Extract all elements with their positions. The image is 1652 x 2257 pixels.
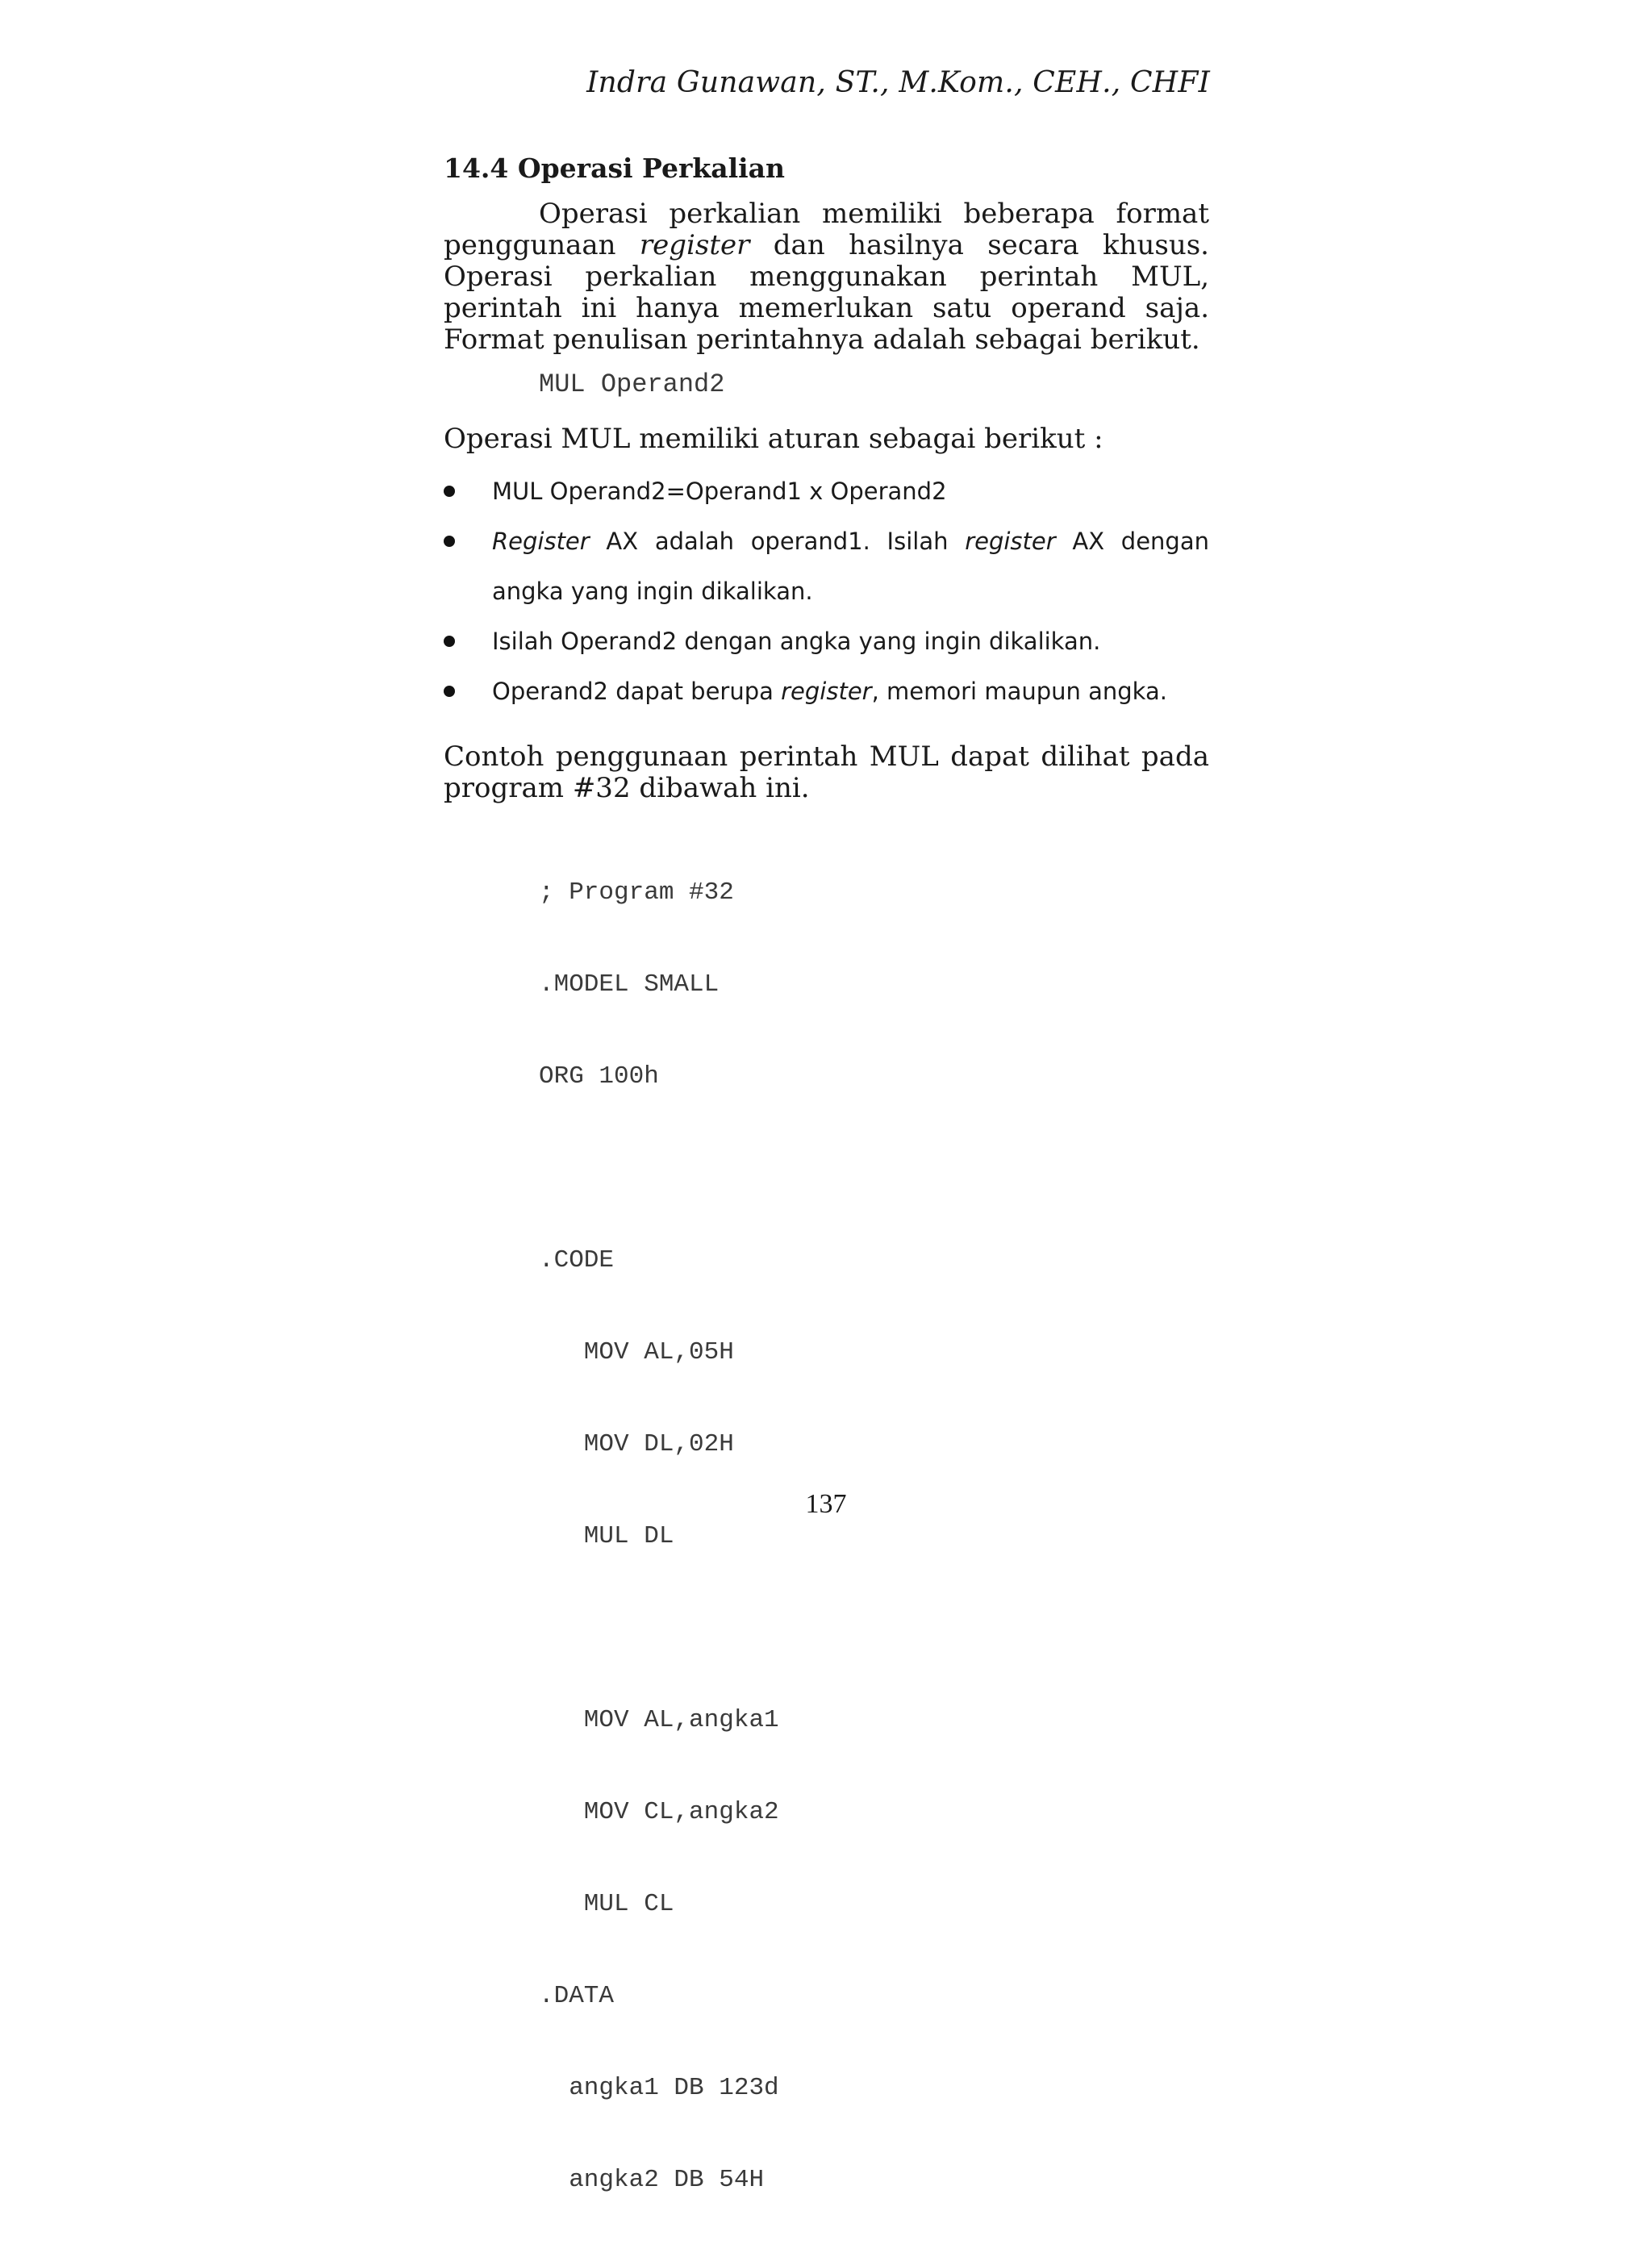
running-header-author: Indra Gunawan, ST., M.Kom., CEH., CHFI xyxy=(586,66,1210,99)
bullet-icon xyxy=(444,536,455,547)
bullet-icon xyxy=(444,686,455,697)
rule-2-text-part2: AX dengan angka yang ingin dikalikan. xyxy=(492,528,1209,605)
intro-italic-register: register xyxy=(639,229,750,261)
rule-2-italic-register-2: register xyxy=(965,528,1056,555)
bullet-icon xyxy=(444,486,455,497)
page-number: 137 xyxy=(805,1489,847,1519)
rules-intro: Operasi MUL memiliki aturan sebagai berikut : xyxy=(444,423,1103,455)
example-paragraph: Contoh penggunaan perintah MUL dapat dilihat pada program #32 dibawah ini. xyxy=(444,741,1209,804)
list-item xyxy=(444,666,1209,716)
code-line: angka2 DB 54H xyxy=(539,2166,765,2194)
bullet-icon xyxy=(444,636,455,647)
code-line: MUL DL xyxy=(539,1522,674,1550)
rule-3-text: Isilah Operand2 dengan angka yang ingin dikalikan. xyxy=(492,628,1101,655)
code-line: ORG 100h xyxy=(539,1062,659,1091)
list-item xyxy=(444,516,1209,616)
rule-2-italic-register: Register xyxy=(492,528,590,555)
code-line: .DATA xyxy=(539,1982,615,2010)
rule-2-text-part1: AX adalah operand1. Isilah xyxy=(589,528,966,555)
list-item xyxy=(444,616,1209,666)
rule-1-text: MUL Operand2=Operand1 x Operand2 xyxy=(492,478,947,505)
code-line: .CODE xyxy=(539,1246,615,1275)
syntax-example: MUL Operand2 xyxy=(539,369,725,399)
code-line: ; Program #32 xyxy=(539,878,734,907)
section-title: 14.4 Operasi Perkalian xyxy=(444,152,786,184)
intro-text-part2: dan hasilnya secara khusus. Operasi perkalian menggunakan perintah MUL, perintah ini hanya memerlukan satu operand saja. Format penulisan perintahnya adalah sebagai berikut. xyxy=(444,229,1209,356)
code-line: MOV AL,05H xyxy=(539,1338,734,1366)
rule-4-text-part2: , memori maupun angka. xyxy=(871,678,1167,705)
code-line xyxy=(539,1613,779,1644)
intro-paragraph xyxy=(444,198,1209,356)
intro-text-part1: Operasi perkalian memiliki beberapa format penggunaan xyxy=(444,198,1209,261)
code-line: angka1 DB 123d xyxy=(539,2074,779,2102)
code-listing xyxy=(539,816,779,2257)
code-line: .MODEL SMALL xyxy=(539,970,720,999)
code-line: MUL CL xyxy=(539,1890,674,1918)
code-line xyxy=(539,1154,779,1184)
code-line: MOV CL,angka2 xyxy=(539,1798,779,1826)
code-line: MOV DL,02H xyxy=(539,1430,734,1458)
code-line: MOV AL,angka1 xyxy=(539,1706,779,1734)
rules-list xyxy=(444,466,1209,716)
rule-4-italic-register: register xyxy=(781,678,872,705)
list-item xyxy=(444,466,1209,516)
rule-4-text-part1: Operand2 dapat berupa xyxy=(492,678,782,705)
